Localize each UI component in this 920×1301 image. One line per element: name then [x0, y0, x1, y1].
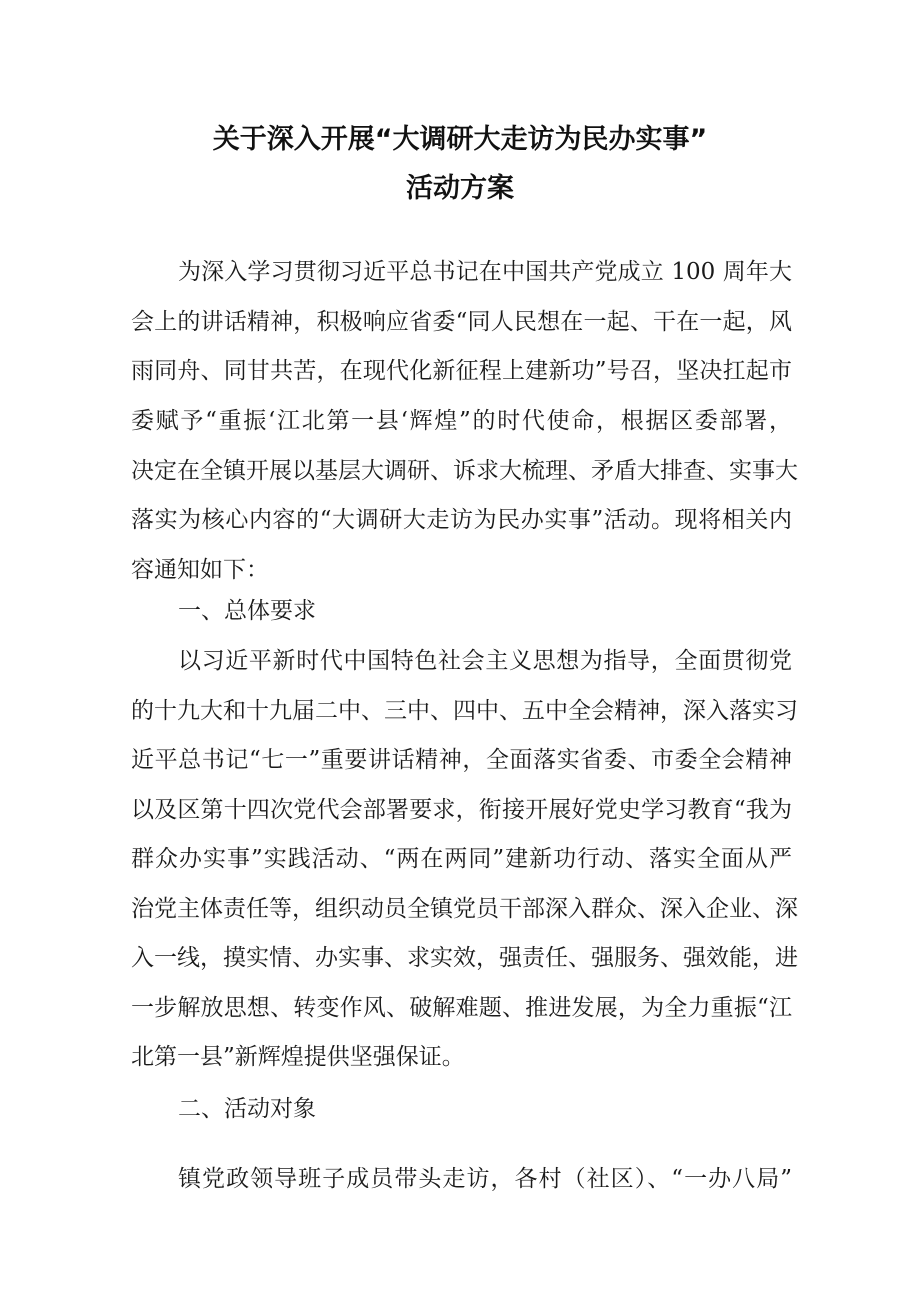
text-line: 委赋予“重振‘江北第一县‘辉煌”的时代使命，根据区委部署， [131, 408, 792, 434]
document-title-line-1: 关于深入开展“大调研大走访为民办实事” [212, 124, 708, 155]
text-line: 治党主体责任等，组织动员全镇党员干部深入群众、深入企业、深 [131, 896, 798, 922]
text-line: 会上的讲话精神，积极响应省委“同人民想在一起、干在一起，风 [131, 309, 792, 335]
section-heading-activity-targets: 二、活动对象 [178, 1096, 316, 1122]
text-line: 落实为核心内容的“大调研大走访为民办实事”活动。现将相关内 [131, 507, 792, 533]
text-line: 的十九大和十九届二中、三中、四中、五中全会精神，深入落实习 [131, 698, 798, 724]
section-heading-general-requirements: 一、总体要求 [178, 598, 316, 624]
text-line: 一步解放思想、转变作风、破解难题、推进发展，为全力重振“江 [131, 995, 792, 1021]
document-title-line-2: 活动方案 [406, 173, 514, 204]
text-line: 镇党政领导班子成员带头走访，各村（社区）、“一办八局” [178, 1166, 792, 1192]
text-line: 近平总书记“七一”重要讲话精神，全面落实省委、市委全会精神 [131, 747, 792, 773]
text-line: 雨同舟、同甘共苦，在现代化新征程上建新功”号召，坚决扛起市 [131, 358, 792, 384]
text-line: 以及区第十四次党代会部署要求，衔接开展好党史学习教育“我为 [131, 797, 792, 823]
text-line: 入一线，摸实情、办实事、求实效，强责任、强服务、强效能，进 [131, 945, 798, 971]
text-line: 决定在全镇开展以基层大调研、诉求大梳理、矛盾大排查、实事大 [131, 458, 798, 484]
text-line: 北第一县”新辉煌提供坚强保证。 [131, 1044, 465, 1070]
text-line: 容通知如下： [131, 557, 269, 583]
text-line: 以习近平新时代中国特色社会主义思想为指导，全面贯彻党 [178, 648, 792, 674]
text-line: 为深入学习贯彻习近平总书记在中国共产党成立 100 周年大 [178, 259, 792, 285]
text-line: 群众办实事”实践活动、“两在两同”建新功行动、落实全面从严 [131, 846, 792, 872]
